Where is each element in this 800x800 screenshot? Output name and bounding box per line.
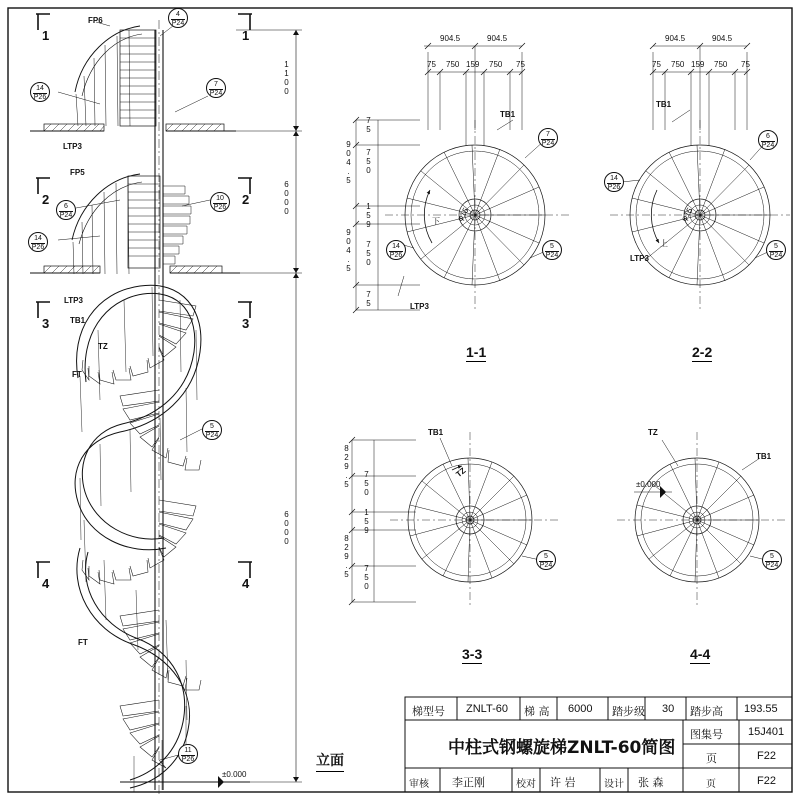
plan-3-3-title: 3-3 bbox=[462, 646, 483, 662]
plan-2-2-title: 2-2 bbox=[692, 344, 713, 360]
dim-2-2-sub-3: 750 bbox=[714, 60, 728, 69]
dim-3-3-left-4: 750 bbox=[362, 564, 371, 591]
label-up-2-2: 上 bbox=[660, 239, 668, 248]
callout-5-p24-plan11[interactable]: 5 P24 bbox=[542, 240, 562, 260]
tb-label-check: 校对 bbox=[516, 779, 536, 790]
section-mark-1-right: 1 bbox=[242, 28, 250, 43]
dim-1-1-left-1: 750 bbox=[364, 148, 373, 175]
plan-3-3 bbox=[349, 432, 560, 608]
section-mark-4-right: 4 bbox=[242, 576, 250, 591]
label-tz-3-3: TZ bbox=[454, 465, 468, 480]
dim-1-1-sub-1: 750 bbox=[446, 60, 460, 69]
label-fp6: FP6 bbox=[88, 16, 103, 25]
tb-label-model: 梯型号 bbox=[412, 705, 445, 718]
dim-1-1-sub-3: 750 bbox=[489, 60, 503, 69]
tb-value-model: ZNLT-60 bbox=[466, 703, 508, 715]
label-ltp3-a: LTP3 bbox=[63, 142, 82, 151]
section-mark-4-left: 4 bbox=[42, 576, 50, 591]
tb-label-page: 页 bbox=[706, 752, 717, 765]
dim-1-1-sub-0: 75 bbox=[427, 60, 436, 69]
tb-value-page: F22 bbox=[757, 750, 776, 762]
dim-1-1-left-3: 159 bbox=[364, 202, 373, 229]
tb-value-page-2: F22 bbox=[757, 775, 776, 787]
section-mark-2-right: 2 bbox=[242, 192, 250, 207]
tb-label-design: 设计 bbox=[604, 779, 624, 790]
label-tz-4-4: TZ bbox=[648, 428, 658, 437]
dim-2-2-sub-1: 750 bbox=[671, 60, 685, 69]
callout-6-p24-elev[interactable]: 6 P24 bbox=[56, 200, 76, 220]
callout-6-p24-plan22[interactable]: 6 P24 bbox=[758, 130, 778, 150]
title-block-main-title: 中柱式钢螺旋梯ZNLT-60简图 bbox=[448, 738, 676, 758]
dim-1-1-top-b: 904.5 bbox=[487, 34, 508, 43]
tb-label-steps: 踏步级 bbox=[612, 705, 645, 718]
dim-2-2-sub-0: 75 bbox=[652, 60, 661, 69]
callout-5-p24-plan33[interactable]: 5 P24 bbox=[536, 550, 556, 570]
dim-2-2-top-a: 904.5 bbox=[665, 34, 686, 43]
callout-5-p24-plan22[interactable]: 5 P24 bbox=[766, 240, 786, 260]
label-tz-elev: TZ bbox=[98, 342, 108, 351]
callout-14-p26-plan11[interactable]: 14 P26 bbox=[386, 240, 406, 260]
tb-label-riser: 踏步高 bbox=[690, 705, 723, 718]
datum-4-4: ±0.000 bbox=[636, 480, 661, 489]
callout-14-p26-b[interactable]: 14 P26 bbox=[28, 232, 48, 252]
tb-value-atlas: 15J401 bbox=[748, 726, 785, 738]
callout-5-p24-elev[interactable]: 5 P24 bbox=[202, 420, 222, 440]
label-ft-a: FT bbox=[72, 370, 82, 379]
label-fp5: FP5 bbox=[70, 168, 85, 177]
section-mark-2-left: 2 bbox=[42, 192, 50, 207]
tb-value-review: 李正刚 bbox=[452, 776, 485, 789]
dim-1-1-left-0: 75 bbox=[364, 116, 373, 134]
datum-elevation: ±0.000 bbox=[222, 770, 247, 779]
dim-2-2-sub-4: 75 bbox=[741, 60, 750, 69]
dim-1100: 1100 bbox=[282, 60, 291, 96]
label-phi15-2-2: φ15 bbox=[679, 206, 695, 223]
dim-1-1-left-6: 75 bbox=[364, 290, 373, 308]
section-mark-1-left: 1 bbox=[42, 28, 50, 43]
callout-4-p24[interactable]: 4 P24 bbox=[168, 8, 188, 28]
tb-value-height: 6000 bbox=[568, 703, 593, 715]
label-ft-b: FT bbox=[78, 638, 88, 647]
section-mark-3-right: 3 bbox=[242, 316, 250, 331]
callout-14-p26-a[interactable]: 14 P26 bbox=[30, 82, 50, 102]
plan-1-1 bbox=[353, 43, 570, 313]
elevation-drawing bbox=[30, 14, 302, 795]
dim-2-2-top-b: 904.5 bbox=[712, 34, 733, 43]
dim-3-3-left-3: 829.5 bbox=[342, 534, 351, 579]
label-ltp3-b: LTP3 bbox=[64, 296, 83, 305]
tb-value-check: 许 岩 bbox=[550, 776, 576, 789]
callout-5-p24-plan44[interactable]: 5 P24 bbox=[762, 550, 782, 570]
tb-value-steps: 30 bbox=[662, 703, 675, 715]
label-tb1-4-4: TB1 bbox=[756, 452, 772, 461]
tb-label-height: 梯 高 bbox=[524, 705, 550, 718]
dim-6000-lower: 6000 bbox=[282, 510, 291, 546]
callout-14-p26-plan22[interactable]: 14 P26 bbox=[604, 172, 624, 192]
plan-1-1-title: 1-1 bbox=[466, 344, 487, 360]
label-tb1-1-1: TB1 bbox=[500, 110, 516, 119]
callout-11-p26[interactable]: 11 P26 bbox=[178, 744, 198, 764]
tb-value-riser: 193.55 bbox=[744, 703, 778, 715]
dim-1-1-sub-4: 75 bbox=[516, 60, 525, 69]
label-ltp3-2-2: LTP3 bbox=[630, 254, 649, 263]
label-ltp3-1-1: LTP3 bbox=[410, 302, 429, 311]
tb-value-design: 张 森 bbox=[638, 776, 664, 789]
label-tb1-3-3: TB1 bbox=[428, 428, 444, 437]
dim-2-2-sub-2: 159 bbox=[691, 60, 705, 69]
label-tb1-elev: TB1 bbox=[70, 316, 86, 325]
tb-label-page-2: 页 bbox=[706, 779, 716, 790]
label-down-1-1: 下 bbox=[432, 217, 440, 226]
dim-1-1-left-5: 750 bbox=[364, 240, 373, 267]
elevation-title: 立面 bbox=[316, 750, 344, 772]
dim-1-1-top-a: 904.5 bbox=[440, 34, 461, 43]
callout-10-p26[interactable]: 10 P26 bbox=[210, 192, 230, 212]
label-tb1-2-2: TB1 bbox=[656, 100, 672, 109]
dim-1-1-left-2: 904.5 bbox=[344, 140, 353, 185]
plan-2-2 bbox=[610, 43, 790, 310]
dim-1-1-left-4: 904.5 bbox=[344, 228, 353, 273]
tb-label-review: 审核 bbox=[409, 779, 429, 790]
plan-4-4-title: 4-4 bbox=[690, 646, 711, 662]
callout-7-p24-plan11[interactable]: 7 P24 bbox=[538, 128, 558, 148]
dim-6000-upper: 6000 bbox=[282, 180, 291, 216]
dim-3-3-left-0: 829.5 bbox=[342, 444, 351, 489]
callout-7-p24-elev[interactable]: 7 P24 bbox=[206, 78, 226, 98]
section-mark-3-left: 3 bbox=[42, 316, 50, 331]
dim-1-1-sub-2: 159 bbox=[466, 60, 480, 69]
dim-3-3-left-2: 159 bbox=[362, 508, 371, 535]
tb-label-atlas: 图集号 bbox=[690, 728, 723, 741]
label-phi15-1-1: φ15 bbox=[455, 206, 471, 223]
dim-3-3-left-1: 750 bbox=[362, 470, 371, 497]
